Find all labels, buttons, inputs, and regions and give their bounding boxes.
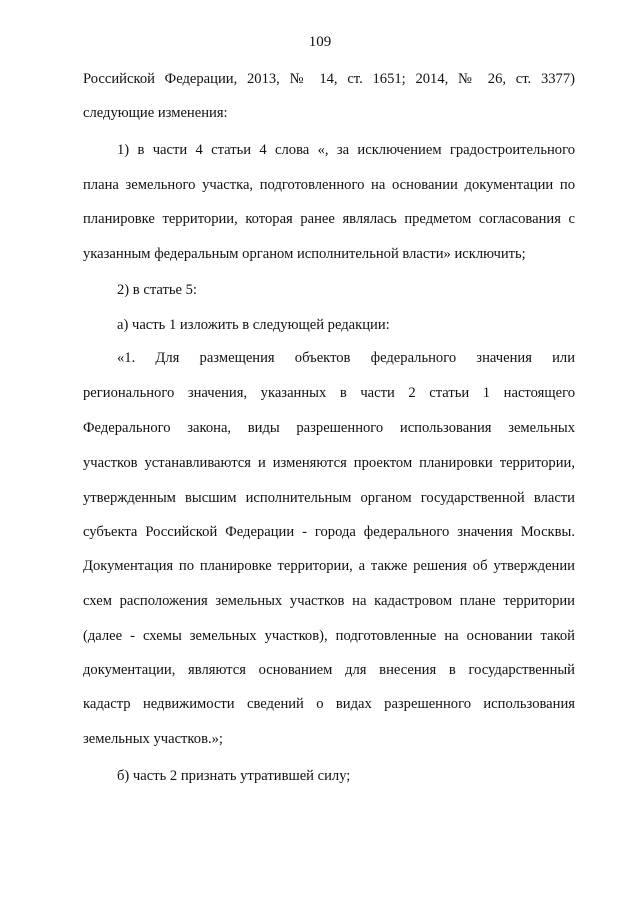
text-line-2: следующие изменения: [83, 105, 228, 121]
text-line-12: участков устанавливаются и изменяются проектом планировки территории, [83, 455, 575, 471]
text-line-6: указанным федеральным органом исполнительной власти» исключить; [83, 246, 526, 262]
text-line-10: регионального значения, указанных в части 2 статьи 1 настоящего [83, 385, 575, 401]
text-line-3: 1) в части 4 статьи 4 слова «, за исключением градостроительного [117, 142, 575, 158]
text-line-9: «1. Для размещения объектов федерального значения или [117, 350, 575, 366]
text-line-16: схем расположения земельных участков на кадастровом плане территории [83, 593, 575, 609]
text-line-13: утвержденным высшим исполнительным органом государственной власти [83, 490, 575, 506]
text-line-21: б) часть 2 признать утратившей силу; [117, 768, 351, 784]
text-line-17: (далее - схемы земельных участков), подготовленные на основании такой [83, 628, 575, 644]
text-line-18: документации, являются основанием для внесения в государственный [83, 662, 575, 678]
text-line-14: субъекта Российской Федерации - города федерального значения Москвы. [83, 524, 575, 540]
text-line-1: Российской Федерации, 2013, № 14, ст. 1651; 2014, № 26, ст. 3377) [83, 71, 575, 87]
text-line-4: плана земельного участка, подготовленного на основании документации по [83, 177, 575, 193]
page-number: 109 [308, 34, 332, 50]
text-line-15: Документация по планировке территории, а также решения об утверждении [83, 558, 575, 574]
text-line-19: кадастр недвижимости сведений о видах разрешенного использования [83, 696, 575, 712]
text-line-8: а) часть 1 изложить в следующей редакции: [117, 317, 390, 333]
text-line-20: земельных участков.»; [83, 731, 223, 747]
text-line-5: планировке территории, которая ранее являлась предметом согласования с [83, 211, 575, 227]
text-line-7: 2) в статье 5: [117, 282, 197, 298]
text-line-11: Федерального закона, виды разрешенного использования земельных [83, 420, 575, 436]
